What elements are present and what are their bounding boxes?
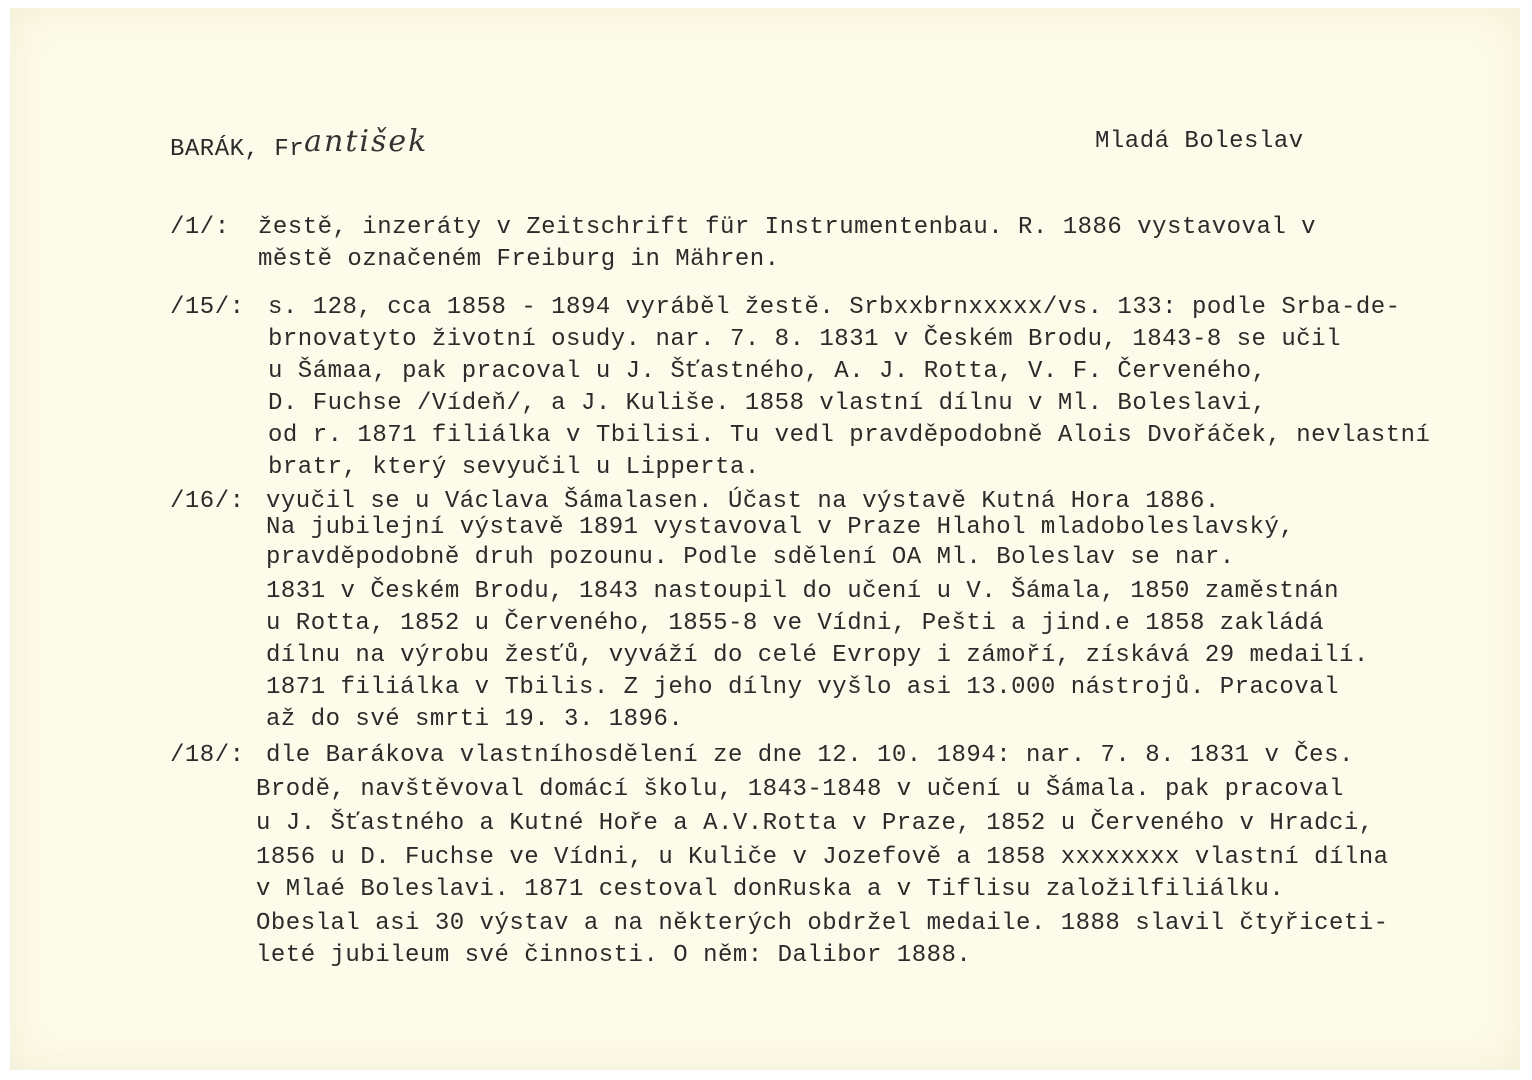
entry-ref: /16/: <box>170 488 245 515</box>
entry-line: D. Fuchse /Vídeň/, a J. Kuliše. 1858 vlastní dílnu v Ml. Boleslavi, <box>268 390 1267 417</box>
entry-line: brnovatyto životní osudy. nar. 7. 8. 1831 v Českém Brodu, 1843-8 se učil <box>268 326 1341 353</box>
entry-line: u Šámaa, pak pracoval u J. Šťastného, A. J. Rotta, V. F. Červeného, <box>268 358 1267 385</box>
entry-ref: /1/: <box>170 214 230 241</box>
entry-line: s. 128, cca 1858 - 1894 vyráběl žestě. Srbxxbrnxxxxx/vs. 133: podle Srba-de- <box>268 294 1401 321</box>
entry-line: bratr, který sevyučil u Lipperta. <box>268 454 760 481</box>
entry-line: u J. Šťastného a Kutné Hoře a A.V.Rotta v Praze, 1852 u Červeného v Hradci, <box>256 810 1374 837</box>
entry-line: městě označeném Freiburg in Mähren. <box>258 246 780 273</box>
entry-line: 1871 filiálka v Tbilis. Z jeho dílny vyšlo asi 13.000 nástrojů. Pracoval <box>266 674 1339 701</box>
entry-line: žestě, inzeráty v Zeitschrift für Instrumentenbau. R. 1886 vystavoval v <box>258 214 1317 241</box>
entry-line: dle Barákova vlastníhosdělení ze dne 12. 10. 1894: nar. 7. 8. 1831 v Čes. <box>266 742 1354 769</box>
header-place: Mladá Boleslav <box>1095 128 1304 155</box>
entry-line: leté jubileum své činnosti. O něm: Dalibor 1888. <box>256 942 972 969</box>
entry-line: od r. 1871 filiálka v Tbilisi. Tu vedl pravděpodobně Alois Dvořáček, nevlastní <box>268 422 1431 449</box>
entry-line: Obeslal asi 30 výstav a na některých obdržel medaile. 1888 slavil čtyřiceti- <box>256 910 1389 937</box>
entry-line: 1831 v Českém Brodu, 1843 nastoupil do učení u V. Šámala, 1850 zaměstnán <box>266 578 1339 605</box>
handwritten-first-name: antišek <box>304 124 429 159</box>
entry-ref: /18/: <box>170 742 245 769</box>
entry-ref: /15/: <box>170 294 245 321</box>
header-name <box>170 124 429 163</box>
entry-line: v Mlaé Boleslavi. 1871 cestoval donRuska a v Tiflisu založilfiliálku. <box>256 876 1285 903</box>
entry-line: až do své smrti 19. 3. 1896. <box>266 706 684 733</box>
entry-line: Brodě, navštěvoval domácí školu, 1843-1848 v učení u Šámala. pak pracoval <box>256 776 1344 803</box>
entry-line: dílnu na výrobu žesťů, vyváží do celé Evropy i zámoří, získává 29 medailí. <box>266 642 1369 669</box>
entry-line: vyučil se u Václava Šámalasen. Účast na výstavě Kutná Hora 1886. <box>266 488 1220 515</box>
index-card <box>10 8 1520 1070</box>
entry-line: u Rotta, 1852 u Červeného, 1855-8 ve Vídni, Pešti a jind.e 1858 zakládá <box>266 610 1325 637</box>
entry-line: 1856 u D. Fuchse ve Vídni, u Kuliče v Jozefově a 1858 xxxxxxxx vlastní dílna <box>256 844 1389 871</box>
entry-line: pravděpodobně druh pozounu. Podle sdělení OA Ml. Boleslav se nar. <box>266 544 1235 571</box>
surname: BARÁK, Fr <box>170 136 305 163</box>
entry-line: Na jubilejní výstavě 1891 vystavoval v Praze Hlahol mladoboleslavský, <box>266 514 1295 541</box>
